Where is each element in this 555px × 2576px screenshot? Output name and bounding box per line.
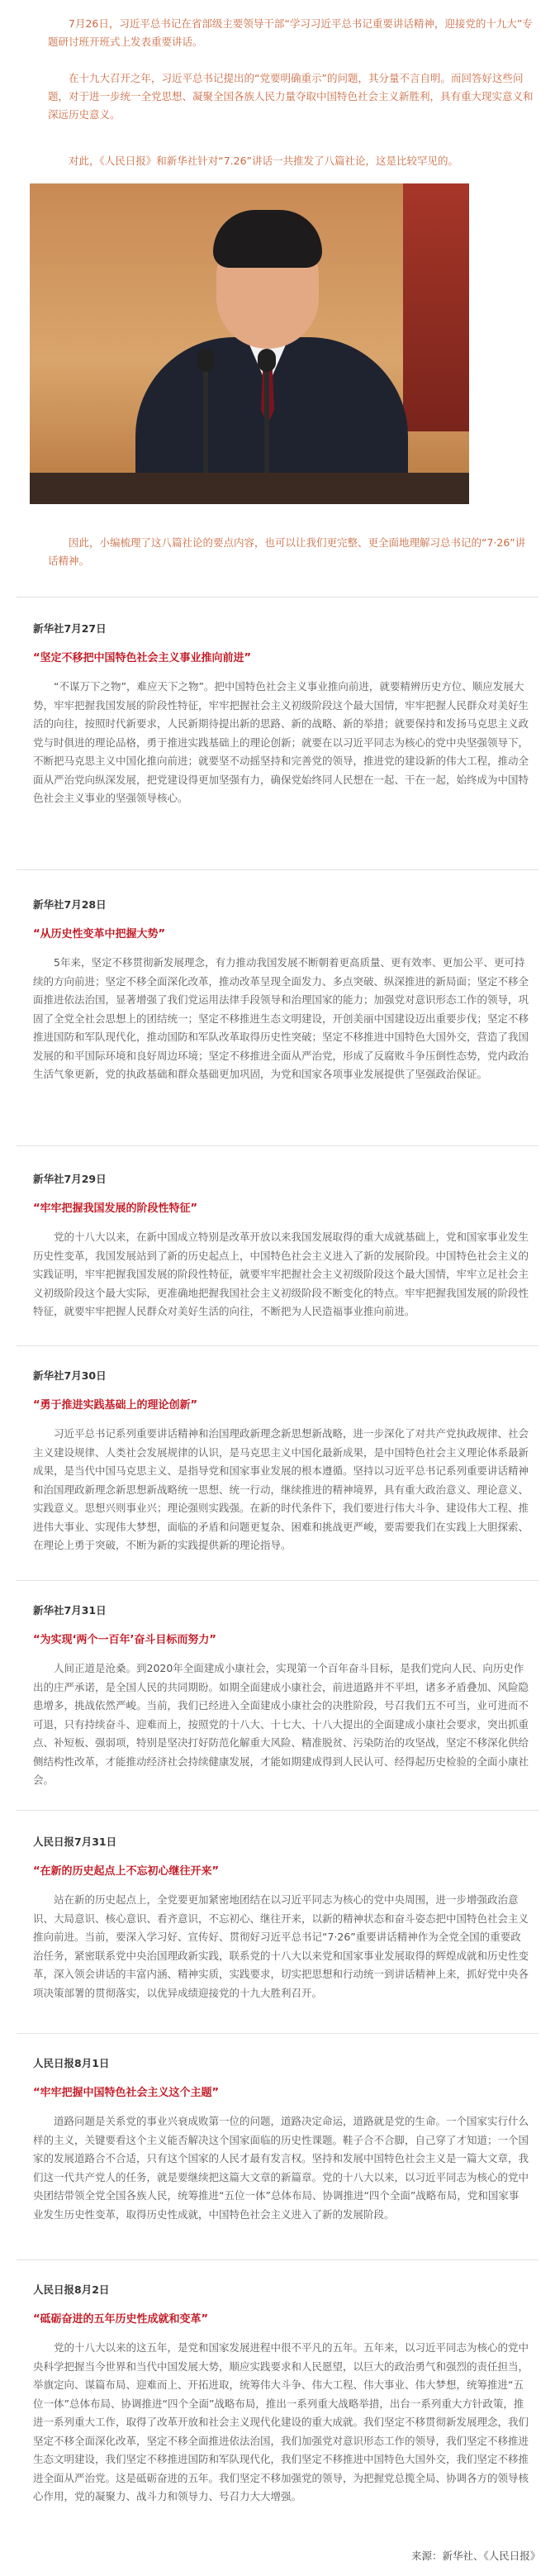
microphone-icon [203,359,208,474]
article-section-6 [33,1835,529,2002]
article-headline: “坚定不移把中国特色社会主义事业推向前进” [33,652,252,664]
microphone-icon [264,359,269,474]
news-photo [30,183,469,504]
article-body: 站在新的历史起点上，全党要更加紧密地团结在以习近平同志为核心的党中央周围，进一步增强政治意识、大局意识、核心意识、看齐意识，不忘初心、继往开来，以新的精神状态和奋斗姿态把中国特色社会主义推向前进。当前，要深入学习好、宣传好、贯彻好习近平总书记“7·26”重要讲话精神作为全党全国的重要政治任务，紧密联系党中央治国理政新实践，联系党的十八大以来党和国家事业发展取得的辉煌成就和历史性变革，深入领会讲话的丰富内涵、精神实质，实践要求，切实把思想和行动统一到讲话精神上来，抓好党中央各项决策部署的贯彻落实，以优异成绩迎接党的十九大胜利召开。 [33,1893,529,1999]
article-body: 人间正道是沧桑。到2020年全面建成小康社会，实现第一个百年奋斗目标，是我们党向人民、向历史作出的庄严承诺，是全国人民的共同期盼。如期全面建成小康社会，前进道路并不平坦，诸多矛盾叠加、风险隐患增多，挑战依然严峻。当前，我们已经进入全面建成小康社会的决胜阶段，号召我们五不可当，业可进而不可退，只有持续奋斗、迎难而上，按照党的十八大、十七大、十八大提出的全面建成小康社会要求，突出抓重点、补短板、强弱项，特别是坚决打好防范化解重大风险、精准脱贫、污染防治的攻坚战，坚定不移深化供给侧结构性改革，才能推动经济社会持续健康发展，才能如期建成得到人民认可、经得起历史检验的全面小康社会。 [33,1662,529,1786]
article-section-4 [33,1369,529,1555]
article-headline: “牢牢把握中国特色社会主义这个主题” [33,2087,220,2099]
article-headline: “从历史性变革中把握大势” [33,928,166,940]
section-divider [17,2033,538,2034]
article-dateline: 人民日报8月2日 [33,2283,110,2296]
section-divider [17,1580,538,1581]
intro-paragraph-1: 7月26日，习近平总书记在省部级主要领导干部“学习习近平总书记重要讲话精神，迎接党的十九大”专题研讨班开班式上发表重要讲话。 [48,17,533,48]
article-body: 道路问题是关系党的事业兴衰成败第一位的问题，道路决定命运，道路就是党的生命。一个国家实行什么样的主义，关键要看这个主义能否解决这个国家面临的历史性课题。鞋子合不合脚，自己穿了才知道；一个国家的发展道路合不合适，只有这个国家的人民才最有发言权。坚持和发展中国特色社会主义是一篇大文章，我们这一代共产党人的任务，就是要继续把这篇大文章的新篇章。党的十八大以来，以习近平同志为核心的党中央团结带领全党全国各族人民，统筹推进“五位一体”总体布局、协调推进“四个全面”战略布局，党和国家事业发生历史性变革，取得历史性成就，中国特色社会主义进入了新的发展阶段。 [33,2115,529,2221]
intro-paragraph-2: 在十九大召开之年，习近平总书记提出的“党要明确重示”的问题，其分量不言自明。而回答好这些问题，对于进一步统一全党思想、凝聚全国各族人民力量夺取中国特色社会主义新胜利，具有重大现实意义和深远历史意义。 [48,72,534,121]
article-section-3 [33,1172,529,1321]
photo-desk [30,473,469,504]
article-body: 5年来，坚定不移贯彻新发展理念，有力推动我国发展不断朝着更高质量、更有效率、更加公平、更可持续的方向前进；坚定不移全面深化改革，推动改革呈现全面发力、多点突破、纵深推进的新局面；坚定不移全面推进依法治国，显著增强了我们党运用法律手段领导和治理国家的能力；加强党对意识形态工作的领导，巩固了全党全社会思想上的团结统一；坚定不移推进生态文明建设，开创美丽中国建设迈出重要步伐；坚定不移推进国防和军队现代化，推动国防和军队改革取得历史性突破；坚定不移推进中国特色大国外交，营造了我国发展的和平国际环境和良好周边环境；坚定不移推进全面从严治党，形成了反腐败斗争压倒性态势，党内政治生活气象更新，党的执政基础和群众基础更加巩固，为党和国家各项事业发展提供了坚强政治保证。 [33,956,529,1080]
article-section-8 [33,2283,529,2507]
article-section-2 [33,898,529,1084]
article-dateline: 新华社7月30日 [33,1369,107,1382]
section-divider [17,1810,538,1811]
article-body: 党的十八大以来，在新中国成立特别是改革开放以来我国发展取得的重大成就基础上，党和国家事业发生历史性变革，我国发展站到了新的历史起点上，中国特色社会主义进入了新的发展阶段。中国特色社会主义的实践证明，牢牢把握我国发展的阶段性特征，就要牢牢把握社会主义初级阶段这个最大国情，牢牢立足社会主义初级阶段这个最大实际，更准确地把握我国社会主义初级阶段不断变化的特点。牢牢把握我国发展的阶段性特征，就要牢牢把握人民群众对美好生活的向往，不断把为人民造福事业推向前进。 [33,1231,529,1317]
intro-paragraph-3: 对此，《人民日报》和新华社针对“7.26”讲话一共推发了八篇社论，这是比较罕见的。 [69,155,459,167]
section-divider [17,1345,538,1346]
article-section-7 [33,2056,529,2224]
article-dateline: 人民日报8月1日 [33,2057,110,2069]
article-section-5 [33,1603,529,1790]
photo-flag-backdrop [403,183,469,431]
section-divider [17,2259,538,2260]
article-headline: “牢牢把握我国发展的阶段性特征” [33,1202,198,1215]
source-credit: 来源：新华社、《人民日报》 [411,2550,541,2562]
article-headline: “砥砺奋进的五年历史性成就和变革” [33,2313,209,2326]
article-headline: “勇于推进实践基础上的理论创新” [33,1399,198,1412]
article-headline: “为实现‘两个一百年’奋斗目标而努力” [33,1634,216,1646]
intro-paragraph-4: 因此，小编梳理了这八篇社论的要点内容，也可以让我们更完整、更全面地理解习总书记的“7·26”讲话精神。 [48,536,526,567]
article-body: “不谋万下之物”，难应天下之物”。把中国特色社会主义事业推向前进，就要精辨历史方位、顺应发展大势，牢牢把握我国发展的阶段性特征，牢牢把握社会主义初级阶段这个最大国情，牢牢把握人民群众对美好生活的向往，按照时代新要求，人民新期待提出新的思路、新的战略、新的举措；就要保持和发扬马克思主义政党与时俱进的理论品格，勇于推进实践基础上的理论创新；就要在以习近平同志为核心的党中央坚强领导下，不断把马克思主义中国化推向前进；就要坚不动摇坚持和完善党的领导，推进党的建设新的伟大工程，推动全面从严治党向纵深发展，把党建设得更加坚强有力，确保党始终同人民想在一起、干在一起，始终成为中国特色社会主义事业的坚强领导核心。 [33,680,529,804]
article-headline: “在新的历史起点上不忘初心继往开来” [33,1865,220,1878]
article-section-1 [33,621,529,808]
article-dateline: 人民日报7月31日 [33,1836,117,1848]
section-divider [17,869,538,870]
article-dateline: 新华社7月27日 [33,622,107,635]
article-dateline: 新华社7月31日 [33,1604,107,1617]
article-body: 党的十八大以来的这五年，是党和国家发展进程中很不平凡的五年。五年来，以习近平同志为核心的党中央科学把握当今世界和当代中国发展大势，顺应实践要求和人民愿望，以巨大的政治勇气和强烈的责任担当，举旗定向、谋篇布局、迎难而上、开拓进取，统筹伟大斗争、伟大工程、伟大事业、伟大梦想，统筹推进“五位一体”总体布局、协调推进“四个全面”战略布局，推出一系列重大战略举措，出台一系列重大方针政策，推进一系列重大工作，取得了改革开放和社会主义现代化建设的重大成就。我们坚定不移贯彻新发展理念，我们坚定不移全面深化改革，坚定不移全面推进依法治国，我们加强党对意识形态工作的领导，我们坚定不移推进生态文明建设，我们坚定不移推进国防和军队现代化，我们坚定不移推进中国特色大国外交，我们坚定不移推进全面从严治党。这是砥砺奋进的五年。我们坚定不移加强党的领导，为把握党总揽全局、协调各方的领导核心作用，党的凝聚力、战斗力和领导力、号召力大大增强。 [33,2341,529,2502]
article-dateline: 新华社7月29日 [33,1173,107,1185]
article-body: 习近平总书记系列重要讲话精神和治国理政新理念新思想新战略，进一步深化了对共产党执政规律、社会主义建设规律、人类社会发展规律的认识，是马克思主义中国化最新成果，是中国特色社会主义理论体系最新成果，是当代中国马克思主义、是指导党和国家事业发展的根本遵循。坚持以习近平总书记系列重要讲话精神和治国理政新理念新思想新战略统一思想、统一行动，继续推进的精神境界，具有重大政治意义、理论意义、实践意义。思想兴则事业兴；理论强则实践强。在新的时代条件下，我们要进行伟大斗争、建设伟大工程、推进伟大事业、实现伟大梦想，面临的矛盾和问题更复杂、困难和挑战更严峻，要需要我们在实践上大胆探索、在理论上勇于突破，不断为新的实践提供新的理论指导。 [33,1427,529,1551]
article-dateline: 新华社7月28日 [33,898,107,911]
section-divider [17,1145,538,1146]
section-divider [17,597,538,598]
